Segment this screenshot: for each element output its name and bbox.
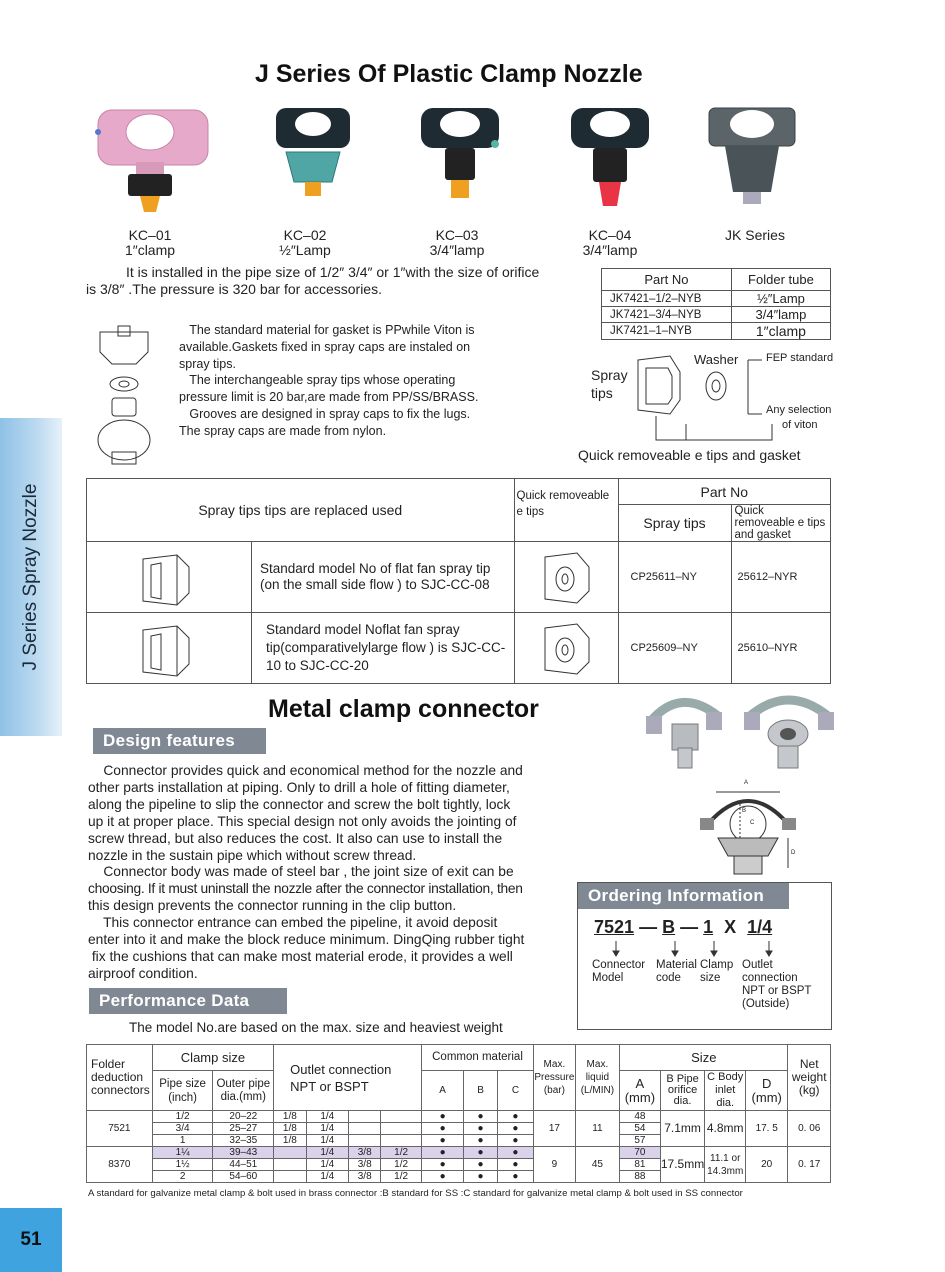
gasket-part-no: 25610–NYR	[731, 613, 830, 684]
pipe-size-cell: 2	[152, 1171, 213, 1183]
outlet-cell: 1/8	[274, 1123, 306, 1135]
pressure-cell: 9	[534, 1147, 575, 1183]
tips-header-main: Spray tips tips are replaced used	[87, 479, 515, 542]
outlet-cell: 1/4	[306, 1111, 348, 1123]
connector-model-label: Connector Model	[592, 959, 646, 984]
outlet-cell: 1/4	[306, 1123, 348, 1135]
material-dot: ●	[497, 1111, 533, 1123]
folder-tube-cell: ½″Lamp	[731, 291, 830, 307]
pressure-cell: 17	[534, 1111, 575, 1147]
material-line: The standard material for gasket is PPwhile Viton is	[179, 323, 475, 337]
product-image-kc03	[415, 100, 505, 220]
outlet-cell	[381, 1123, 421, 1135]
outlet-cell	[274, 1171, 306, 1183]
dim-label-b: B	[742, 808, 747, 814]
tips-header-quick: Quick removeable e tips	[514, 479, 618, 542]
weight-cell: 0. 17	[788, 1147, 831, 1183]
product-image-kc01	[88, 100, 218, 220]
table-row	[602, 307, 831, 323]
performance-note: The model No.are based on the max. size and heaviest weight	[129, 1020, 503, 1035]
any-selection-label: Any selection	[766, 404, 832, 416]
material-dot: ●	[421, 1111, 463, 1123]
pipe-size-cell: 1	[152, 1135, 213, 1147]
dim-label-a: A	[744, 780, 749, 786]
perf-footnote: A standard for galvanize metal clamp & bolt used in brass connector :B standard for SS :C standard for galvanize metal clamp & bolt used in SS connector	[88, 1188, 743, 1199]
dim-a-cell: 57	[620, 1135, 660, 1147]
outer-pipe-cell: 44–51	[213, 1159, 274, 1171]
code-x: X	[724, 917, 737, 937]
product-image-jk	[705, 100, 800, 215]
dim-a-cell: 54	[620, 1123, 660, 1135]
size-header: Size	[620, 1045, 788, 1071]
product-image-kc04	[565, 100, 655, 220]
max-liquid-header: Max. liquid (L/MIN)	[575, 1045, 620, 1111]
code-dash: —	[680, 917, 699, 937]
material-dot: ●	[464, 1159, 497, 1171]
material-c-header: C	[497, 1071, 533, 1111]
metal-clamp-drawing	[692, 778, 802, 878]
table-row	[87, 613, 831, 684]
outlet-cell: 1/4	[306, 1147, 348, 1159]
product-code: JK Series	[725, 227, 785, 243]
outlet-cell: 1/2	[381, 1159, 421, 1171]
code-clamp: 1	[703, 917, 714, 937]
design-line: fix the cushions that can make most material erode, it provides a well	[88, 948, 513, 964]
dim-a-cell: 70	[620, 1147, 660, 1159]
material-line: The interchangeable spray tips whose operating	[179, 373, 456, 388]
product-label-jk	[705, 228, 805, 243]
design-paragraph	[88, 763, 568, 983]
page-number: 51	[0, 1208, 62, 1272]
product-label-kc02	[255, 228, 355, 258]
code-outlet: 1/4	[747, 917, 773, 937]
outlet-cell: 1/4	[306, 1171, 348, 1183]
outlet-cell	[349, 1111, 381, 1123]
liquid-cell: 11	[575, 1111, 620, 1147]
product-code: KC–04	[588, 227, 632, 243]
part-no-cell: JK7421–3/4–NYB	[602, 307, 732, 323]
gasket-part-no: 25612–NYR	[731, 542, 830, 613]
material-dot: ●	[464, 1147, 497, 1159]
code-material: B	[662, 917, 676, 937]
product-size: ½″Lamp	[279, 242, 331, 258]
outlet-connection-label: Outlet connection NPT or BSPT (Outside)	[742, 959, 812, 1010]
product-size: 3/4″lamp	[582, 242, 638, 258]
pipe-size-cell: 1½	[152, 1159, 213, 1171]
tips-header-spray: Spray tips	[618, 505, 731, 542]
tip-description: Standard model No of flat fan spray tip (on the small side flow ) to SJC-CC-08	[252, 542, 515, 613]
dim-c-cell: 4.8mm	[705, 1111, 745, 1147]
material-line: spray tips.	[179, 356, 236, 371]
folder-header: Folder deduction connectors	[87, 1045, 153, 1111]
fep-label: FEP standard	[766, 352, 834, 364]
design-line: choosing. If it must uninstall the nozzle after the connector installation, then	[88, 881, 523, 897]
diagram-caption: Quick removeable e tips and gasket	[578, 447, 801, 463]
outlet-cell: 1/2	[381, 1147, 421, 1159]
dim-b-cell: 7.1mm	[660, 1111, 705, 1147]
outer-pipe-cell: 54–60	[213, 1171, 274, 1183]
weight-cell: 0. 06	[788, 1111, 831, 1147]
dim-a-cell: 88	[620, 1171, 660, 1183]
material-b-header: B	[464, 1071, 497, 1111]
quick-tip-drawing	[514, 542, 618, 613]
material-paragraph	[179, 322, 519, 440]
exploded-parts-drawing	[92, 322, 157, 472]
material-dot: ●	[464, 1123, 497, 1135]
page-title: J Series Of Plastic Clamp Nozzle	[255, 60, 643, 88]
product-image-kc02	[268, 100, 358, 220]
side-tab	[0, 418, 62, 736]
material-dot: ●	[421, 1123, 463, 1135]
material-dot: ●	[464, 1171, 497, 1183]
performance-table	[86, 1044, 831, 1183]
material-dot: ●	[421, 1171, 463, 1183]
folder-tube-cell: 3/4″lamp	[731, 307, 830, 323]
design-line: screw thread, but also reduces the cost. It also can use to install the	[88, 830, 503, 846]
product-code: KC–02	[283, 227, 327, 243]
ordering-code	[594, 917, 772, 938]
pipe-size-header: Pipe size (inch)	[152, 1071, 213, 1111]
material-line: The spray caps are made from nylon.	[179, 423, 387, 438]
material-line: Grooves are designed in spray caps to fix the lugs.	[179, 406, 471, 421]
intro-paragraph	[86, 264, 596, 298]
flat-tip-drawing	[87, 613, 252, 684]
clamp-size-label: Clamp size	[700, 959, 734, 984]
table-row	[87, 1111, 831, 1123]
dim-a-header: A (mm)	[620, 1071, 660, 1111]
dim-label-c: C	[750, 820, 755, 826]
spray-tip-part-no: CP25609–NY	[618, 613, 731, 684]
material-line: available.Gaskets fixed in spray caps are instaled on	[179, 339, 471, 354]
pipe-size-cell: 1/2	[152, 1111, 213, 1123]
common-material-header: Common material	[421, 1045, 533, 1071]
folder-tube-header: Folder tube	[731, 269, 830, 291]
part-no-cell: JK7421–1/2–NYB	[602, 291, 732, 307]
product-label-kc04	[560, 228, 660, 258]
clamp-size-header: Clamp size	[152, 1045, 273, 1071]
dim-d-cell: 17. 5	[745, 1111, 787, 1147]
outlet-cell: 1/8	[274, 1135, 306, 1147]
ordering-info-box	[577, 882, 832, 1030]
dim-a-cell: 81	[620, 1159, 660, 1171]
table-row	[602, 323, 831, 340]
folder-tube-cell: 1″clamp	[731, 323, 830, 340]
outlet-cell: 3/8	[349, 1171, 381, 1183]
design-line: This connector entrance can embed the pipeline, it avoid deposit	[88, 915, 498, 931]
outlet-cell	[274, 1159, 306, 1171]
design-line: enter into it and make the block reduce minimum. DingQing rubber tight	[88, 932, 525, 948]
table-row	[602, 291, 831, 307]
material-dot: ●	[464, 1135, 497, 1147]
metal-clamp-photos	[640, 690, 840, 780]
part-no-header: Part No	[602, 269, 732, 291]
material-code-label: Material code	[656, 959, 697, 984]
design-line: nozzle in the sustain pipe which without screw thread.	[88, 847, 417, 863]
outer-pipe-cell: 32–35	[213, 1135, 274, 1147]
spray-tips-label: Spray tips	[591, 367, 628, 401]
design-line: Connector provides quick and economical method for the nozzle and	[88, 763, 523, 778]
product-size: 1″clamp	[124, 242, 176, 258]
outlet-cell: 3/8	[349, 1159, 381, 1171]
part-number-table	[601, 268, 831, 340]
product-code: KC–03	[435, 227, 479, 243]
dim-b-cell: 17.5mm	[660, 1147, 705, 1183]
metal-section-title: Metal clamp connector	[268, 695, 539, 723]
pipe-size-cell: 1¼	[152, 1147, 213, 1159]
outlet-cell	[381, 1135, 421, 1147]
intro-line: is 3/8″ .The pressure is 320 bar for accessories.	[86, 281, 382, 297]
outer-pipe-cell: 25–27	[213, 1123, 274, 1135]
design-line: this design prevents the connector running in the clip button.	[88, 898, 457, 914]
material-dot: ●	[421, 1135, 463, 1147]
spray-tips-table	[86, 478, 831, 684]
of-viton-label: of viton	[782, 419, 818, 431]
part-no-cell: JK7421–1–NYB	[602, 323, 732, 340]
outlet-cell: 1/4	[306, 1159, 348, 1171]
quick-tip-drawing	[514, 613, 618, 684]
material-a-header: A	[421, 1071, 463, 1111]
code-dash: —	[639, 917, 658, 937]
product-label-kc01	[100, 228, 200, 258]
outer-pipe-cell: 39–43	[213, 1147, 274, 1159]
design-line: along the pipeline to slip the connector and screw the bolt tightly, lock	[88, 796, 511, 812]
material-dot: ●	[497, 1135, 533, 1147]
design-line: other parts installation at piping. Only to drill a hole of fitting diameter,	[88, 779, 510, 795]
tips-header-part: Part No	[618, 479, 830, 505]
tips-header-quick-gasket: Quick removeable e tips and gasket	[731, 505, 830, 542]
table-row	[87, 542, 831, 613]
dim-label-d: D	[791, 850, 796, 856]
outlet-cell: 3/8	[349, 1147, 381, 1159]
material-dot: ●	[497, 1171, 533, 1183]
design-features-heading: Design features	[93, 728, 266, 754]
design-line: Connector body was made of steel bar , the joint size of exit can be	[88, 864, 514, 880]
outlet-cell	[349, 1123, 381, 1135]
outer-pipe-cell: 20–22	[213, 1111, 274, 1123]
spray-tip-part-no: CP25611–NY	[618, 542, 731, 613]
flat-tip-drawing	[87, 542, 252, 613]
pipe-size-cell: 3/4	[152, 1123, 213, 1135]
design-line: up it at proper place. This special design not only avoids the jointing of	[88, 813, 517, 829]
product-label-kc03	[407, 228, 507, 258]
material-dot: ●	[421, 1147, 463, 1159]
code-connector: 7521	[594, 917, 635, 937]
dim-c-header: C Body inlet dia.	[705, 1071, 745, 1111]
outlet-cell	[381, 1111, 421, 1123]
outlet-cell	[349, 1135, 381, 1147]
washer-label: Washer	[694, 352, 739, 367]
ordering-heading: Ordering Information	[578, 883, 789, 909]
dim-c-cell: 11.1 or 14.3mm	[705, 1147, 745, 1183]
outlet-header: Outlet connection NPT or BSPT	[274, 1045, 422, 1111]
material-dot: ●	[497, 1123, 533, 1135]
material-dot: ●	[464, 1111, 497, 1123]
side-tab-label: J Series Spray Nozzle	[20, 483, 41, 671]
liquid-cell: 45	[575, 1147, 620, 1183]
product-code: KC–01	[128, 227, 172, 243]
intro-line: It is installed in the pipe size of 1/2″ 3/4″ or 1″with the size of orifice	[126, 264, 540, 280]
net-weight-header: Net weight (kg)	[788, 1045, 831, 1111]
outlet-cell	[274, 1147, 306, 1159]
dim-d-cell: 20	[745, 1147, 787, 1183]
dim-b-header: B Pipe orifice dia.	[660, 1071, 705, 1111]
table-row	[87, 1147, 831, 1159]
dim-d-header: D (mm)	[745, 1071, 787, 1111]
outer-pipe-header: Outer pipe dia.(mm)	[213, 1071, 274, 1111]
dim-a-cell: 48	[620, 1111, 660, 1123]
material-dot: ●	[421, 1159, 463, 1171]
model-cell: 7521	[87, 1111, 153, 1147]
design-line: airproof condition.	[88, 965, 198, 981]
performance-data-heading: Performance Data	[89, 988, 287, 1014]
product-size: 3/4″lamp	[429, 242, 485, 258]
outlet-cell: 1/4	[306, 1135, 348, 1147]
tip-description: Standard model Noflat fan spray tip(comparativelylarge flow ) is SJC-CC-10 to SJC-CC-20	[252, 613, 515, 684]
outlet-cell: 1/2	[381, 1171, 421, 1183]
model-cell: 8370	[87, 1147, 153, 1183]
material-dot: ●	[497, 1147, 533, 1159]
material-line: pressure limit is 20 bar,are made from PP/SS/BRASS.	[179, 390, 479, 405]
max-pressure-header: Max. Pressure (bar)	[534, 1045, 575, 1111]
outlet-cell: 1/8	[274, 1111, 306, 1123]
material-dot: ●	[497, 1159, 533, 1171]
